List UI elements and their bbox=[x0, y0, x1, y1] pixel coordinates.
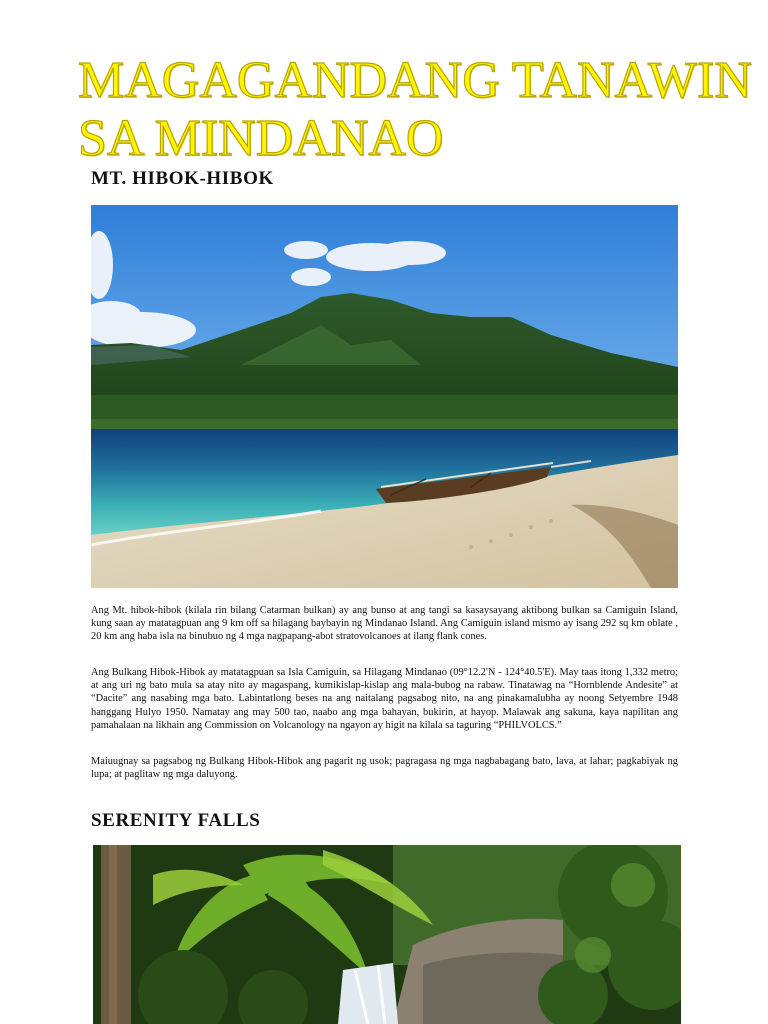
hibok-hibok-paragraph-2: Ang Bulkang Hibok-Hibok ay matatagpuan sa Isla Camiguin, sa Hilagang Mindanao (09°12.2'N - 124°40.5'E). May taas itong 1,332 metro; at ang uri ng bato mula sa atay nito ay magaspang, kumikislap-kislap ang mala-bubog na rabaw. Tinatawag na “Hornblende Andesite” at “Dacite” ang nasabing mga bato. Labintatlong beses na ang naitalang pagsabog nito, na ang pinakamalubha ay noong Setyembre 1948 hanggang Hulyo 1950. Namatay ang may 500 tao, naabo ang mga bahayan, bukirin, at hayop. Malawak ang sakuna, kaya napilitan ang pamahalaan na likhain ang Commission on Volcanology na ngayon ay higit na kilala sa taguring “PHILVOLCS.” bbox=[91, 667, 678, 731]
serenity-falls-photo bbox=[93, 845, 681, 1024]
page-title-line-2: SA MINDANAO bbox=[78, 110, 444, 167]
hibok-hibok-paragraph-3: Maiuugnay sa pagsabog ng Bulkang Hibok-Hibok ang pagarit ng usok; pagragasa ng mga nagbabagang bato, lava, at lahar; pagkabiyak ng lupa; at paglitaw ng mga daluyong. bbox=[91, 756, 678, 781]
hibok-hibok-paragraph-1: Ang Mt. hibok-hibok (kilala rin bilang Catarman bulkan) ay ang bunso at ang tangi sa kasaysayang aktibong bulkan sa Camiguin Island, kung saan ay matatagpuan ang 9 km off sa hilagang baybayin ng Mindanao Island. Ang Camiguin island mismo ay isang 292 sq km oblate , 20 km ang haba isla na binubuo ng 4 mga nagpapang-abot stratovolcanoes at ilang flank cones. bbox=[91, 605, 678, 643]
page-title bbox=[78, 52, 752, 168]
section-heading-serenity-falls: SERENITY FALLS bbox=[91, 810, 261, 831]
section-heading-hibok-hibok: MT. HIBOK-HIBOK bbox=[91, 168, 274, 189]
page-title-line-1: MAGAGANDANG TANAWIN bbox=[78, 52, 752, 109]
mt-hibok-hibok-photo bbox=[91, 205, 678, 588]
